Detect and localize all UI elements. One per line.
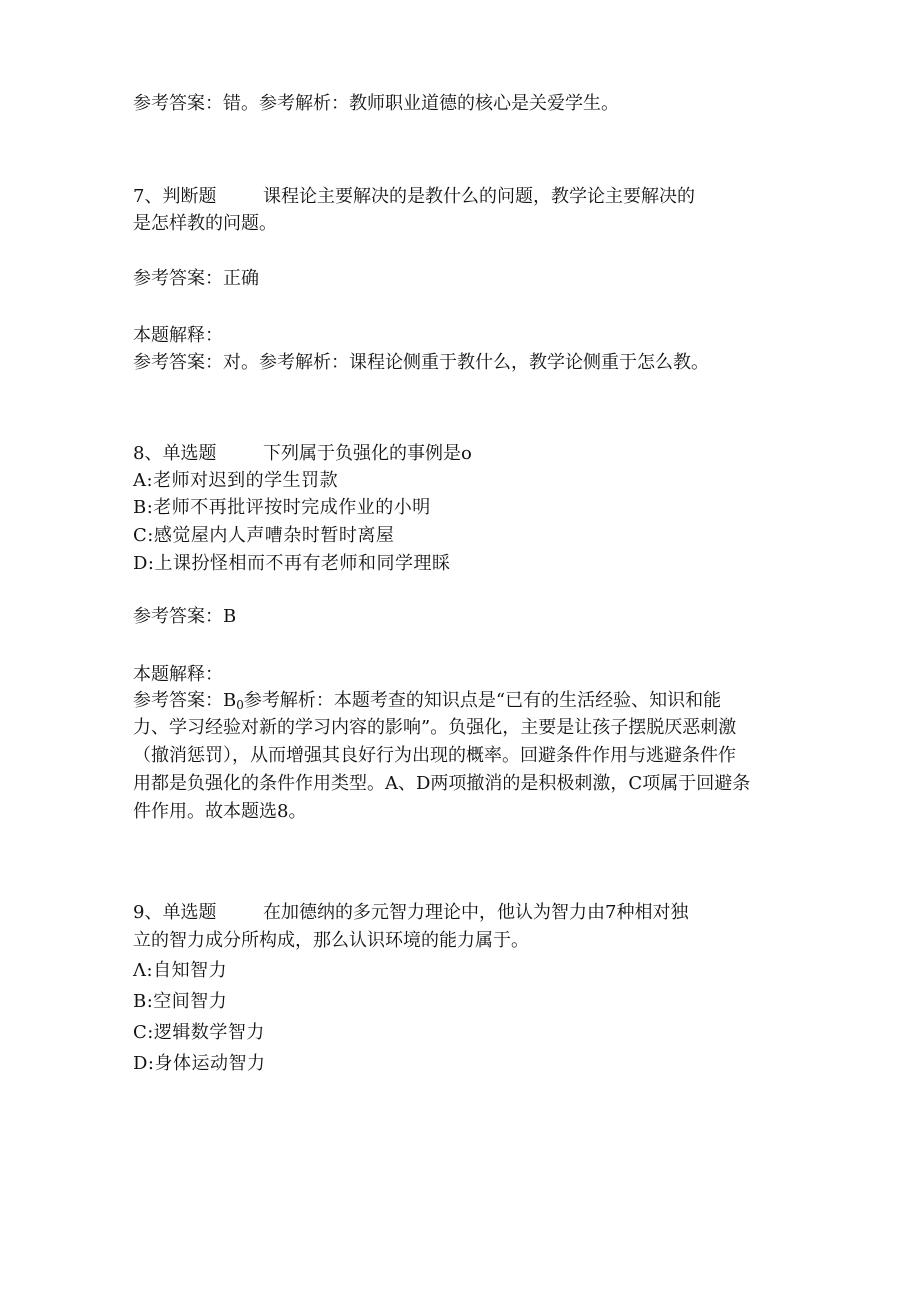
q9-text-line1: 在加德纳的多元智力理论中，他认为智力由7种相对独 — [263, 902, 689, 923]
q8-option-d: D:上课扮怪相而不再有老师和同学理睬 — [133, 553, 451, 574]
q8-explain-line2: 力、学习经验对新的学习内容的影响”。负强化，主要是让孩子摆脱厌恶刺激 — [133, 717, 737, 738]
q9-option-a: Λ:自知智力 — [133, 960, 228, 981]
q9-text-line2: 立的智力成分所构成，那么认识环境的能力属于。 — [133, 930, 529, 951]
q7-explain-label: 本题解释： — [133, 325, 223, 346]
q8-option-a: A:老师对迟到的学生罚款 — [133, 470, 339, 491]
q8-explain-line3: （撤消惩罚），从而增强其良好行为出现的概率。回避条件作用与逃避条件作 — [133, 745, 736, 766]
q9-type: 9、单选题 — [133, 902, 217, 923]
q9-header-row — [133, 902, 688, 924]
q8-explain-label: 本题解释： — [133, 664, 223, 685]
prev-answer-line: 参考答案：错。参考解析：教师职业道德的核心是关爱学生。 — [133, 93, 619, 114]
q7-type: 7、判断题 — [133, 186, 217, 207]
q8-option-c: C:感觉屋内人声嘈杂时暂时离屋 — [133, 525, 395, 546]
q7-text-line1: 课程论主要解决的是教什么的问题，教学论主要解决的 — [263, 186, 695, 207]
q9-option-c: C:逻辑数学智力 — [133, 1022, 265, 1043]
q8-answer: 参考答案：B — [133, 606, 237, 627]
q8-explain-line1 — [133, 690, 721, 712]
q8-explain-line1-sub: 0 — [236, 698, 244, 712]
q8-explain-line4: 用都是负强化的条件作用类型。A、D两项撤消的是积极刺激，C项属于回避条 — [133, 773, 751, 794]
q9-option-d: D:身体运动智力 — [133, 1053, 266, 1074]
q8-type: 8、单选题 — [133, 443, 217, 464]
q8-option-b: B:老师不再批评按时完成作业的小明 — [133, 497, 431, 518]
q7-text-line2: 是怎样教的问题。 — [133, 213, 277, 234]
q7-explain-line1: 参考答案：对。参考解析：课程论侧重于教什么，教学论侧重于怎么教。 — [133, 352, 709, 373]
q7-answer: 参考答案：正确 — [133, 268, 259, 289]
q8-explain-line1-pre: 参考答案：B — [133, 690, 237, 711]
q8-explain-line5: 件作用。故本题选8。 — [133, 801, 307, 822]
q8-text: 下列属于负强化的事例是o — [263, 443, 472, 464]
q9-option-b: B:空间智力 — [133, 991, 228, 1012]
q7-header-row — [133, 186, 695, 208]
q8-header-row — [133, 443, 472, 465]
q8-explain-line1-post: 参考解析：本题考查的知识点是“已有的生活经验、知识和能 — [243, 690, 722, 711]
